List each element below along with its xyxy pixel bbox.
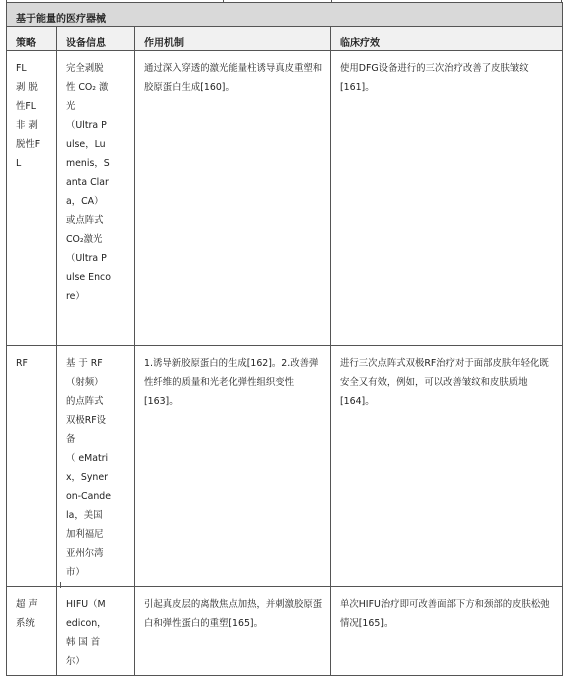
cell-line: anta Clar — [66, 177, 109, 188]
table-header-row — [7, 27, 563, 51]
cell-line: （ eMatri — [66, 453, 109, 464]
cell-mechanism: 引起真皮层的离散焦点加热，并刺激胶原蛋白和弹性蛋白的重塑[165]。 — [135, 587, 331, 676]
cell-line: （Ultra P — [66, 120, 107, 131]
cell-line: 亚州尔湾 — [66, 548, 104, 559]
cell-line: 非 剥 — [16, 120, 38, 131]
cell-line: FL — [16, 63, 27, 74]
cell-line: 或点阵式 — [66, 215, 104, 226]
header-clinical-efficacy: 临床疗效 — [331, 27, 563, 51]
cell-line: （射频） — [66, 377, 104, 388]
header-device-info: 设备信息 — [57, 27, 135, 51]
cell-line: 脱性F — [16, 139, 41, 150]
cell-line: 系统 — [16, 618, 35, 629]
cell-mechanism: 1.诱导新胶原蛋白的生成[162]。2.改善弹性纤维的质量和光老化弹性组织变性[163]。 — [135, 346, 331, 587]
cell-line: la，美国 — [66, 510, 103, 521]
table-row — [7, 346, 563, 587]
cell-strategy — [7, 587, 57, 676]
cell-strategy — [7, 346, 57, 587]
cell-line: CO₂激光 — [66, 234, 103, 245]
table-row — [7, 51, 563, 346]
cell-line: 的点阵式 — [66, 396, 104, 407]
cell-line: ulse Enco — [66, 272, 111, 283]
cell-line: re） — [66, 291, 85, 302]
cell-device-info — [57, 587, 135, 676]
cell-clinical-efficacy: 使用DFG设备进行的三次治疗改善了皮肤皱纹[161]。 — [331, 51, 563, 346]
table-title: 基于能量的医疗器械 — [7, 3, 563, 27]
cell-line: 基 于 RF — [66, 358, 103, 369]
cell-line: 加利福尼 — [66, 529, 104, 540]
cell-line: （Ultra P — [66, 253, 107, 264]
table-row — [7, 587, 563, 676]
cell-line: ulse，Lu — [66, 139, 106, 150]
bottom-border-fragment — [60, 582, 563, 588]
cell-line: 性FL — [16, 101, 36, 112]
cell-line: 市） — [66, 567, 85, 578]
cell-line: menis，S — [66, 158, 110, 169]
cell-line: 尔） — [66, 656, 85, 667]
cell-line: on-Cande — [66, 491, 112, 502]
cell-line: edicon， — [66, 618, 107, 629]
cell-line: 剥 脱 — [16, 82, 38, 93]
cell-line: 完全剥脱 — [66, 63, 104, 74]
cell-line: 超 声 — [16, 599, 38, 610]
cell-clinical-efficacy: 单次HIFU治疗即可改善面部下方和颈部的皮肤松弛情况[165]。 — [331, 587, 563, 676]
cell-line: 备 — [66, 434, 76, 445]
cell-line: 韩 国 首 — [66, 637, 101, 648]
cell-line: 光 — [66, 101, 76, 112]
cell-clinical-efficacy: 进行三次点阵式双极RF治疗对于面部皮肤年轻化既安全又有效，例如，可以改善皱纹和皮肤质地[164]。 — [331, 346, 563, 587]
cell-line: HIFU（M — [66, 599, 106, 610]
cell-device-info — [57, 346, 135, 587]
cell-strategy — [7, 51, 57, 346]
cell-line: RF — [16, 358, 28, 369]
cell-line: L — [16, 158, 22, 169]
cell-line: 性 CO₂ 激 — [66, 82, 109, 93]
cell-mechanism: 通过深入穿透的激光能量柱诱导真皮重塑和胶原蛋白生成[160]。 — [135, 51, 331, 346]
header-strategy: 策略 — [7, 27, 57, 51]
cell-device-info — [57, 51, 135, 346]
header-mechanism: 作用机制 — [135, 27, 331, 51]
cell-line: a，CA） — [66, 196, 104, 207]
energy-device-table — [6, 2, 563, 676]
cell-line: x，Syner — [66, 472, 108, 483]
cell-line: 双极RF设 — [66, 415, 107, 426]
table-title-row — [7, 3, 563, 27]
